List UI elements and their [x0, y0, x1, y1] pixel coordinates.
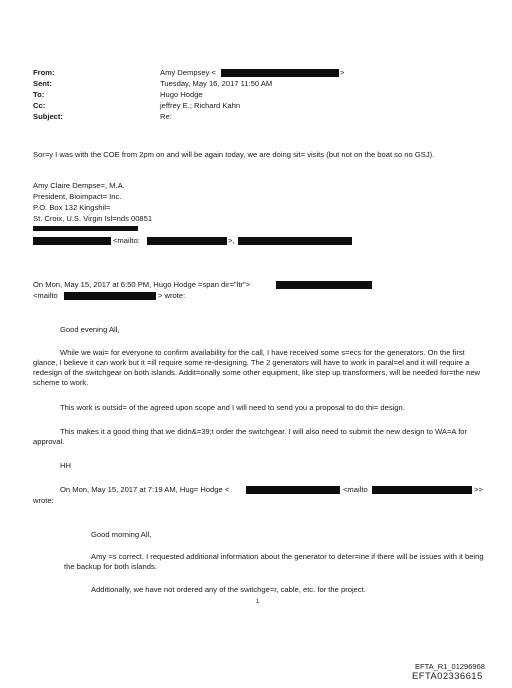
quote1-greeting: Good evening All,: [60, 325, 120, 334]
sent-label: Sent:: [33, 79, 52, 88]
redaction-from-email: [221, 69, 339, 77]
quote2-paragraph2: Additionally, we have not ordered any of the switchge=r, cable, etc. for the project.: [91, 585, 366, 594]
from-value-end: >: [340, 68, 345, 77]
quote2-wrote: wrote:: [33, 496, 54, 505]
redaction-signature-3: [147, 237, 227, 245]
signature-po-box: P.O. Box 132 Kingshil=: [33, 203, 111, 212]
redaction-signature-1: [33, 226, 138, 231]
quote1-wrote: > wrote:: [158, 291, 186, 300]
signature-title: President, Bioimpact= Inc.: [33, 192, 122, 201]
subject-value: Re:: [160, 112, 172, 121]
signature-mailto-end: >,: [228, 236, 235, 245]
redaction-quote1-2: [64, 292, 156, 300]
subject-label: Subject:: [33, 112, 63, 121]
quote2-header-end: >>: [474, 485, 483, 494]
to-value: Hugo Hodge: [160, 90, 203, 99]
quote2-paragraph1: Amy =s correct. I requested additional information about the generator to deter=ine if there will be issues with it being the backup for both islands.: [64, 552, 484, 571]
from-label: From:: [33, 68, 55, 77]
quote2-greeting: Good morning All,: [91, 530, 152, 539]
quote1-paragraph2: This work is outsid= of the agreed upon scope and I will need to send you a proposal to do thi= design.: [60, 403, 405, 412]
redaction-quote1-1: [276, 281, 372, 289]
quote1-header: On Mon, May 15, 2017 at 6:50 PM, Hugo Hodge =span dir="ltr">: [33, 280, 251, 289]
signature-address: St. Croix, U.S. Virgin Isl=nds 00851: [33, 214, 153, 223]
quote1-mailto: <mailto: [33, 291, 58, 300]
footer-code-2: EFTA02336615: [412, 671, 483, 682]
redaction-signature-2: [33, 237, 111, 245]
signature-name: Amy Claire Dempse=, M.A.: [33, 181, 125, 190]
quote2-header: On Mon, May 15, 2017 at 7:19 AM, Hug= Hodge <: [60, 485, 230, 494]
from-value: Amy Dempsey <: [160, 68, 216, 77]
to-label: To:: [33, 90, 45, 99]
intro-text: Sor=y I was with the COE from 2pm on and will be again today, we are doing sit= visits (but not on the boat so no GSJ).: [33, 150, 435, 159]
cc-value: jeffrey E.; Richard Kahn: [160, 101, 241, 110]
page-number: 1: [256, 599, 260, 605]
sent-value: Tuesday, May 16, 2017 11:50 AM: [160, 79, 273, 88]
quote1-paragraph3: This makes it a good thing that we didn&=39;t order the switchgear. I will also need to submit the new design to WA=A for approval.: [33, 427, 468, 446]
quote1-paragraph1: While we wai= for everyone to confirm availability for the call, I have received some s=ecs for the generators. On the first glance, I believe it can work but it =ill require some re-designing. The 2 generators will have to work in paral=el and it will require a redesign of the switchgear on both islands. Addit=onally some other equipment, like step up transformers, will be needed for=the new scheme to work.: [33, 348, 481, 387]
redaction-quote2-2: [372, 486, 472, 494]
quote2-mailto: <mailto: [343, 485, 368, 494]
redaction-quote2-1: [246, 486, 340, 494]
footer-code-1: EFTA_R1_01296968: [415, 662, 485, 671]
redaction-signature-4: [238, 237, 352, 245]
quote1-sign: HH: [60, 461, 71, 470]
cc-label: Cc:: [33, 101, 46, 110]
signature-mailto: <mailto:: [113, 236, 140, 245]
